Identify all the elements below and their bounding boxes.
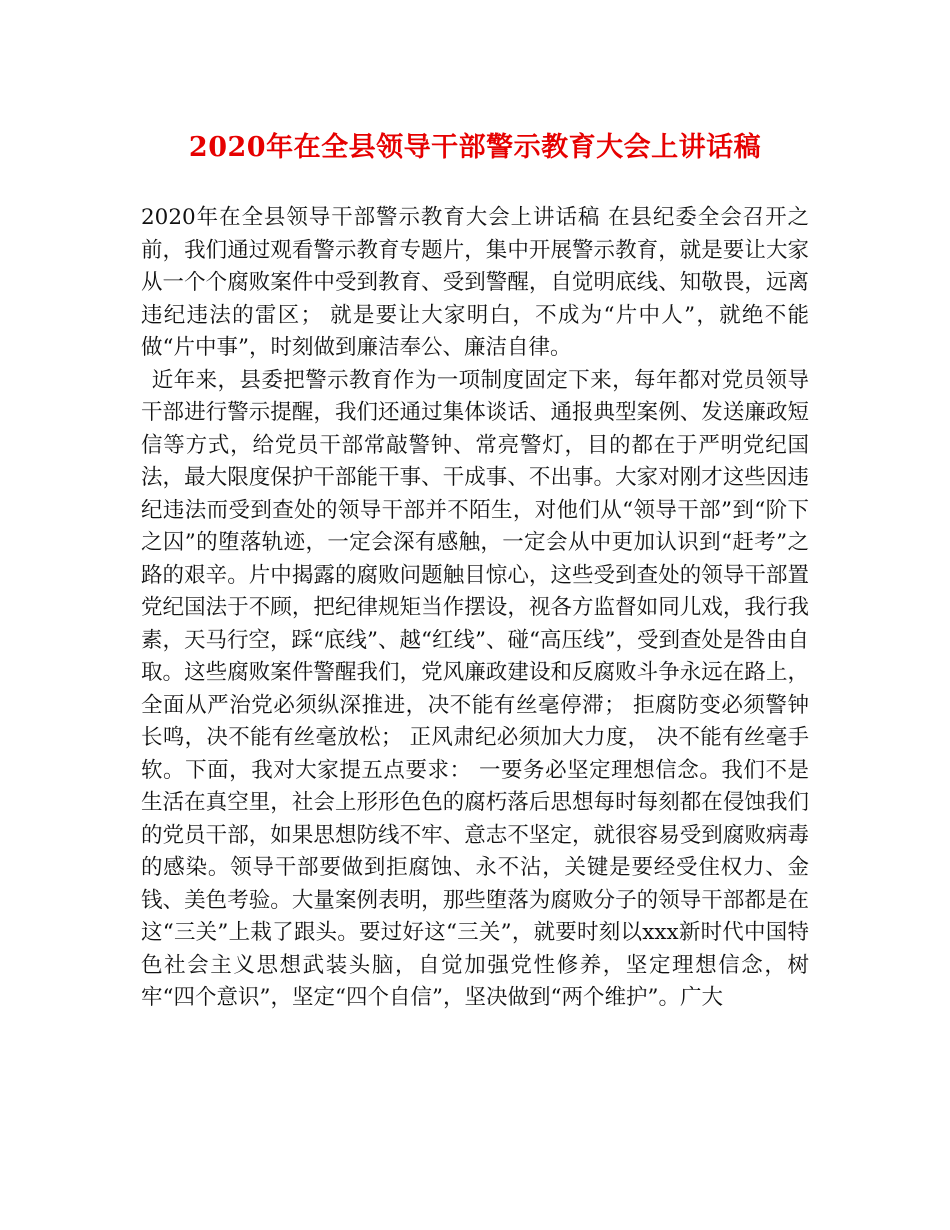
paragraph-1: 2020年在全县领导干部警示教育大会上讲话稿 在县纪委全会召开之前，我们通过观看警示教育专题片，集中开展警示教育，就是要让大家从一个个腐败案件中受到教育、受到警醒，自觉明底线、知敬畏，远离违纪违法的雷区； 就是要让大家明白，不成为“片中人”，就绝不能做“片中事”，时刻做到廉洁奉公、廉洁自律。: [141, 205, 809, 360]
document-title: 2020年在全县领导干部警示教育大会上讲话稿: [188, 132, 762, 163]
document-body: [141, 202, 809, 1015]
paragraph-2: 近年来，县委把警示教育作为一项制度固定下来，每年都对党员领导干部进行警示提醒，我们还通过集体谈话、通报典型案例、发送廉政短信等方式，给党员干部常敲警钟、常亮警灯，目的都在于严明党纪国法，最大限度保护干部能干事、干成事、不出事。大家对刚才这些因违纪违法而受到查处的领导干部并不陌生，对他们从“领导干部”到“阶下之囚”的堕落轨迹，一定会深有感触，一定会从中更加认识到“赶考”之路的艰辛。片中揭露的腐败问题触目惊心，这些受到查处的领导干部置党纪国法于不顾，把纪律规矩当作摆设，视各方监督如同儿戏，我行我素，天马行空，踩“底线”、越“红线”、碰“高压线”，受到查处是咎由自取。这些腐败案件警醒我们，党风廉政建设和反腐败斗争永远在路上，全面从严治党必须纵深推进，决不能有丝毫停滞； 拒腐防变必须警钟长鸣，决不能有丝毫放松； 正风肃纪必须加大力度， 决不能有丝毫手软。下面，我对大家提五点要求： 一要务必坚定理想信念。我们不是生活在真空里，社会上形形色色的腐朽落后思想每时每刻都在侵蚀我们的党员干部，如果思想防线不牢、意志不坚定，就很容易受到腐败病毒的感染。领导干部要做到拒腐蚀、永不沾，关键是要经受住权力、金钱、美色考验。大量案例表明，那些堕落为腐败分子的领导干部都是在这“三关”上栽了跟头。要过好这“三关”，就要时刻以xxx新时代中国特色社会主义思想武装头脑，自觉加强党性修养，坚定理想信念，树牢“四个意识”，坚定“四个自信”，坚决做到“两个维护”。广大: [141, 367, 809, 1010]
